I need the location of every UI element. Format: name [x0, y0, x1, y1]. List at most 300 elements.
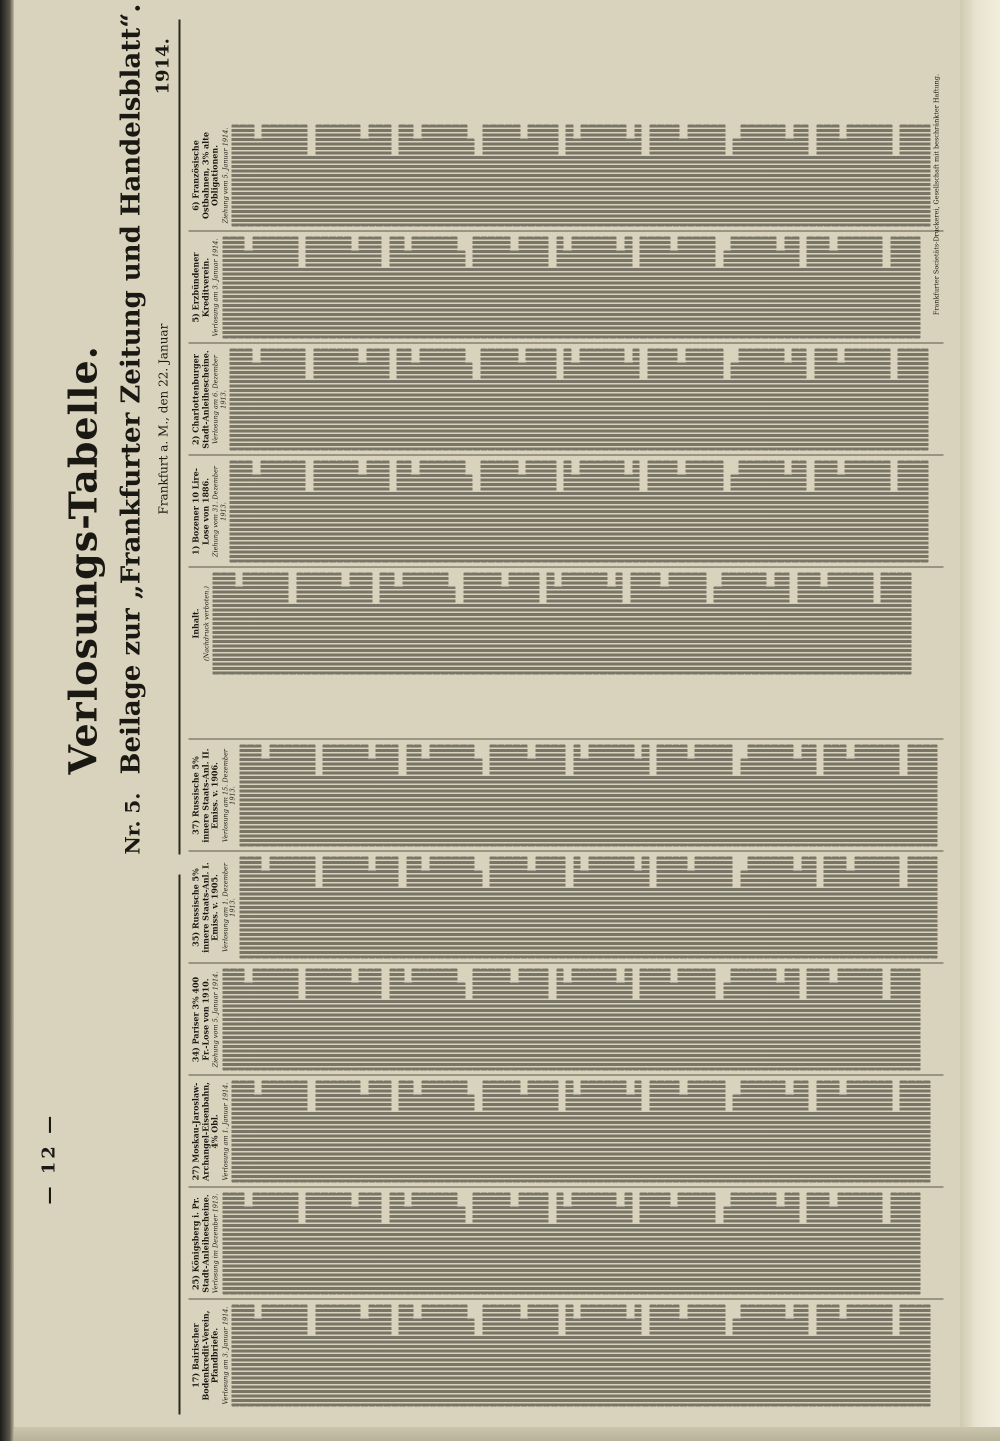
number-row — [535, 1305, 543, 1407]
number-row — [904, 573, 912, 675]
number-row — [513, 1081, 521, 1183]
number-row — [794, 759, 802, 847]
number-row — [883, 267, 891, 338]
number-row — [663, 461, 671, 563]
number-row — [647, 349, 655, 451]
number-row — [245, 983, 253, 1071]
number-row — [275, 237, 283, 339]
book-binding — [0, 0, 14, 1441]
number-row — [319, 573, 327, 675]
number-row — [663, 969, 671, 1071]
number-row — [336, 237, 344, 339]
number-row — [442, 1193, 450, 1295]
number-row — [868, 349, 876, 451]
column-divider — [189, 567, 944, 568]
number-row — [830, 1207, 838, 1295]
number-row — [359, 475, 367, 563]
number-row — [738, 969, 746, 1071]
number-row — [452, 745, 460, 847]
number-row — [701, 461, 709, 563]
number-row — [495, 461, 503, 563]
lottery-column — [189, 1305, 944, 1407]
number-row — [564, 251, 572, 339]
number-row — [549, 349, 557, 451]
number-row — [247, 857, 255, 959]
number-row — [721, 573, 729, 675]
number-row — [435, 349, 443, 451]
number-row — [399, 125, 407, 227]
number-row — [376, 125, 384, 227]
number-row — [573, 745, 581, 847]
number-row — [406, 1305, 414, 1407]
number-row — [389, 491, 397, 562]
number-row — [761, 1193, 769, 1295]
number-row — [799, 267, 807, 338]
number-row — [260, 969, 268, 1071]
number-row — [281, 573, 289, 675]
number-row — [907, 857, 915, 959]
number-row — [533, 237, 541, 339]
number-row — [611, 125, 619, 227]
number-row — [830, 251, 838, 339]
number-row — [718, 1081, 726, 1183]
number-row — [611, 745, 619, 847]
number-row — [308, 857, 316, 959]
number-row — [587, 969, 595, 1071]
number-row — [862, 745, 870, 847]
number-row — [862, 857, 870, 959]
number-row — [594, 349, 602, 451]
number-row — [649, 887, 657, 958]
number-row — [930, 857, 938, 959]
number-row — [794, 871, 802, 959]
number-row — [854, 745, 862, 847]
number-row — [813, 573, 821, 675]
number-row — [488, 461, 496, 563]
number-row — [437, 745, 445, 847]
number-row — [718, 1305, 726, 1407]
number-row — [687, 1081, 695, 1183]
number-row — [222, 237, 230, 339]
number-row — [771, 745, 779, 847]
number-row — [298, 349, 306, 451]
number-row — [543, 125, 551, 227]
number-row — [693, 349, 701, 451]
number-row — [524, 573, 532, 675]
number-row — [776, 983, 784, 1071]
number-row — [832, 125, 840, 227]
number-row — [875, 349, 883, 451]
number-row — [611, 1305, 619, 1407]
number-row — [915, 857, 923, 959]
number-row — [359, 969, 367, 1071]
number-row — [490, 745, 498, 847]
number-row — [376, 1081, 384, 1183]
number-row — [900, 887, 908, 958]
number-row — [723, 379, 731, 450]
number-row — [395, 587, 403, 675]
number-row — [792, 349, 800, 451]
number-row — [488, 237, 496, 339]
number-row — [262, 871, 270, 959]
number-row — [725, 857, 733, 959]
number-row — [551, 125, 559, 227]
column-subheading: Ziehung vom 5. Januar 1914. — [221, 127, 229, 224]
number-row — [649, 775, 657, 846]
number-row — [260, 237, 268, 339]
number-row — [771, 1081, 779, 1183]
number-row — [706, 603, 714, 674]
column-heading: 34) Pariser 3% 400 Fr.-Lose von 1910. — [190, 976, 210, 1063]
number-row — [328, 461, 336, 563]
number-row — [239, 745, 247, 847]
number-row — [391, 155, 399, 226]
number-row — [239, 125, 247, 227]
number-row — [450, 969, 458, 1071]
number-row — [298, 267, 306, 338]
number-row — [397, 969, 405, 1071]
number-row — [923, 857, 931, 959]
number-row — [685, 461, 693, 563]
number-row — [695, 745, 703, 847]
number-row — [799, 1223, 807, 1294]
number-row — [554, 587, 562, 675]
number-row — [520, 1095, 528, 1183]
number-row — [511, 349, 519, 451]
number-row — [723, 983, 731, 1071]
number-row — [435, 237, 443, 339]
number-row — [814, 1193, 822, 1295]
number-row — [790, 603, 798, 674]
number-row — [655, 461, 663, 563]
column-heading: 25) Königsberg i. Pr. Stadt-Anleihescheine. — [190, 1194, 210, 1293]
number-row — [664, 1305, 672, 1407]
number-row — [816, 775, 824, 846]
column-heading: 2) Charlottenburger Stadt-Anleihescheine. — [190, 350, 210, 449]
number-row — [374, 349, 382, 451]
number-row — [321, 349, 329, 451]
number-row — [642, 155, 650, 226]
number-row — [296, 573, 304, 675]
number-row — [437, 1081, 445, 1183]
number-row — [607, 587, 615, 675]
column-divider — [189, 1187, 944, 1188]
number-row — [275, 969, 283, 1071]
number-row — [839, 857, 847, 959]
number-row — [710, 1081, 718, 1183]
number-row — [756, 857, 764, 959]
number-row — [285, 1305, 293, 1407]
number-row — [513, 125, 521, 227]
number-row — [877, 125, 885, 227]
column-heading: 6) Französische Ostbahnen, 3% alte Obligationen. — [190, 132, 220, 220]
number-row — [435, 1193, 443, 1295]
number-row — [771, 857, 779, 959]
number-row — [763, 1305, 771, 1407]
number-row — [873, 603, 881, 674]
number-row — [473, 237, 481, 339]
number-row — [541, 349, 549, 451]
number-row — [670, 983, 678, 1071]
number-row — [391, 857, 399, 959]
number-row — [526, 349, 534, 451]
number-row — [275, 1193, 283, 1295]
number-row — [710, 745, 718, 847]
number-row — [382, 1223, 390, 1294]
number-row — [647, 1193, 655, 1295]
number-row — [444, 1305, 452, 1407]
number-row — [710, 857, 718, 959]
number-row — [480, 1193, 488, 1295]
page-edge-bottom — [14, 1427, 1000, 1441]
number-row — [830, 461, 838, 563]
number-row — [625, 475, 633, 563]
number-row — [784, 475, 792, 563]
number-row — [716, 267, 724, 338]
number-row — [824, 857, 832, 959]
number-row — [298, 1223, 306, 1294]
column-divider — [189, 851, 944, 852]
number-row — [923, 1305, 931, 1407]
column-subheading: Verlosung am 3. Januar 1914. — [221, 1306, 229, 1405]
number-row — [655, 349, 663, 451]
number-row — [832, 745, 840, 847]
number-row — [308, 1111, 316, 1182]
number-row — [657, 745, 665, 847]
number-row — [680, 745, 688, 847]
number-row — [513, 857, 521, 959]
number-row — [429, 857, 437, 959]
number-row — [458, 461, 466, 563]
number-row — [444, 125, 452, 227]
number-row — [505, 857, 513, 959]
number-row — [285, 125, 293, 227]
number-row — [579, 237, 587, 339]
number-row — [328, 1193, 336, 1295]
number-row — [406, 857, 414, 959]
number-row — [528, 871, 536, 959]
number-row — [653, 573, 661, 675]
number-row — [232, 125, 240, 227]
number-row — [611, 857, 619, 959]
number-row — [930, 745, 938, 847]
column-subheading: Verlosung im Dezember 1913. — [211, 1193, 220, 1294]
number-row — [754, 969, 762, 1071]
number-row — [313, 461, 321, 563]
number-row — [883, 1223, 891, 1294]
number-row — [664, 857, 672, 959]
number-row — [382, 461, 390, 563]
number-row — [509, 573, 517, 675]
number-row — [535, 125, 543, 227]
number-row — [361, 139, 369, 227]
number-row — [725, 155, 733, 226]
number-row — [839, 745, 847, 847]
number-row — [642, 857, 650, 959]
number-row — [619, 125, 627, 227]
number-row — [323, 125, 331, 227]
number-row — [723, 491, 731, 562]
number-row — [399, 775, 407, 846]
number-row — [847, 125, 855, 227]
number-row — [480, 461, 488, 563]
number-row — [368, 125, 376, 227]
number-row — [353, 125, 361, 227]
number-row — [638, 573, 646, 675]
number-row — [359, 1193, 367, 1295]
number-row — [824, 745, 832, 847]
number-row — [571, 969, 579, 1071]
number-row — [581, 125, 589, 227]
number-row — [869, 857, 877, 959]
number-row — [594, 1193, 602, 1295]
number-row — [708, 1193, 716, 1295]
number-row — [511, 251, 519, 339]
number-row — [556, 491, 564, 562]
number-row — [292, 125, 300, 227]
number-row — [232, 1305, 240, 1407]
number-row — [254, 745, 262, 847]
number-row — [744, 573, 752, 675]
number-row — [497, 1305, 505, 1407]
number-row — [642, 1335, 650, 1406]
number-row — [619, 1081, 627, 1183]
number-row — [900, 125, 908, 227]
number-row — [346, 857, 354, 959]
number-row — [890, 969, 898, 1071]
number-row — [252, 1193, 260, 1295]
number-row — [885, 1305, 893, 1407]
number-row — [406, 1081, 414, 1183]
number-row — [647, 461, 655, 563]
number-row — [566, 775, 574, 846]
number-row — [421, 1305, 429, 1407]
column-divider — [189, 343, 944, 344]
number-row — [564, 461, 572, 563]
number-row — [344, 461, 352, 563]
number-row — [391, 745, 399, 847]
number-row — [862, 125, 870, 227]
number-row — [668, 573, 676, 675]
number-row — [740, 1081, 748, 1183]
number-row — [533, 969, 541, 1071]
number-row — [368, 1305, 376, 1407]
number-row — [330, 1081, 338, 1183]
number-row — [283, 237, 291, 339]
number-row — [412, 237, 420, 339]
number-row — [361, 745, 369, 847]
number-row — [511, 1207, 519, 1295]
number-row — [680, 139, 688, 227]
number-row — [518, 1193, 526, 1295]
number-row — [420, 461, 428, 563]
number-row — [685, 237, 693, 339]
number-row — [260, 461, 268, 563]
number-row — [359, 363, 367, 451]
number-row — [475, 759, 483, 847]
number-row — [300, 1081, 308, 1183]
number-row — [495, 969, 503, 1071]
number-row — [801, 1081, 809, 1183]
number-row — [702, 745, 710, 847]
number-row — [602, 349, 610, 451]
number-row — [361, 1319, 369, 1407]
number-row — [353, 1081, 361, 1183]
number-row — [353, 857, 361, 959]
number-row — [738, 349, 746, 451]
number-row — [328, 237, 336, 339]
number-row — [875, 237, 883, 339]
number-row — [480, 349, 488, 451]
number-row — [617, 1207, 625, 1295]
number-row — [315, 1305, 323, 1407]
number-row — [890, 1193, 898, 1295]
number-row — [733, 775, 741, 846]
number-row — [596, 1081, 604, 1183]
number-row — [361, 857, 369, 959]
number-row — [566, 887, 574, 958]
number-row — [245, 461, 253, 563]
number-row — [571, 475, 579, 563]
column-heading: 37) Russische 5% innere Staats-Anl. II. Emiss. v. 1906. — [190, 748, 220, 843]
number-row — [738, 461, 746, 563]
number-row — [573, 1319, 581, 1407]
number-row — [235, 587, 243, 675]
number-row — [822, 237, 830, 339]
number-row — [448, 587, 456, 675]
number-row — [731, 237, 739, 339]
number-row — [321, 461, 329, 563]
number-row — [672, 1081, 680, 1183]
number-row — [533, 1193, 541, 1295]
column-subheading: Ziehung vom 31. Dezember 1913. — [211, 465, 228, 558]
year: 1914. — [152, 38, 174, 95]
number-row — [283, 349, 291, 451]
number-row — [792, 237, 800, 339]
number-row — [374, 1193, 382, 1295]
number-row — [338, 1305, 346, 1407]
number-row — [845, 237, 853, 339]
number-row — [892, 1335, 900, 1406]
number-row — [452, 1081, 460, 1183]
number-row — [414, 139, 422, 227]
number-row — [714, 587, 722, 675]
number-row — [814, 461, 822, 563]
number-row — [475, 155, 483, 226]
number-row — [640, 1193, 648, 1295]
number-row — [237, 237, 245, 339]
number-row — [374, 969, 382, 1071]
number-row — [718, 745, 726, 847]
number-row — [511, 461, 519, 563]
number-row — [549, 267, 557, 338]
number-row — [609, 349, 617, 451]
number-row — [488, 1193, 496, 1295]
number-row — [592, 573, 600, 675]
number-row — [418, 573, 426, 675]
number-row — [587, 461, 595, 563]
number-row — [290, 969, 298, 1071]
number-row — [495, 1193, 503, 1295]
number-row — [883, 999, 891, 1070]
number-row — [237, 1193, 245, 1295]
number-row — [551, 857, 559, 959]
number-row — [427, 1193, 435, 1295]
number-row — [503, 461, 511, 563]
column-divider — [189, 963, 944, 964]
number-row — [541, 1193, 549, 1295]
number-row — [321, 237, 329, 339]
